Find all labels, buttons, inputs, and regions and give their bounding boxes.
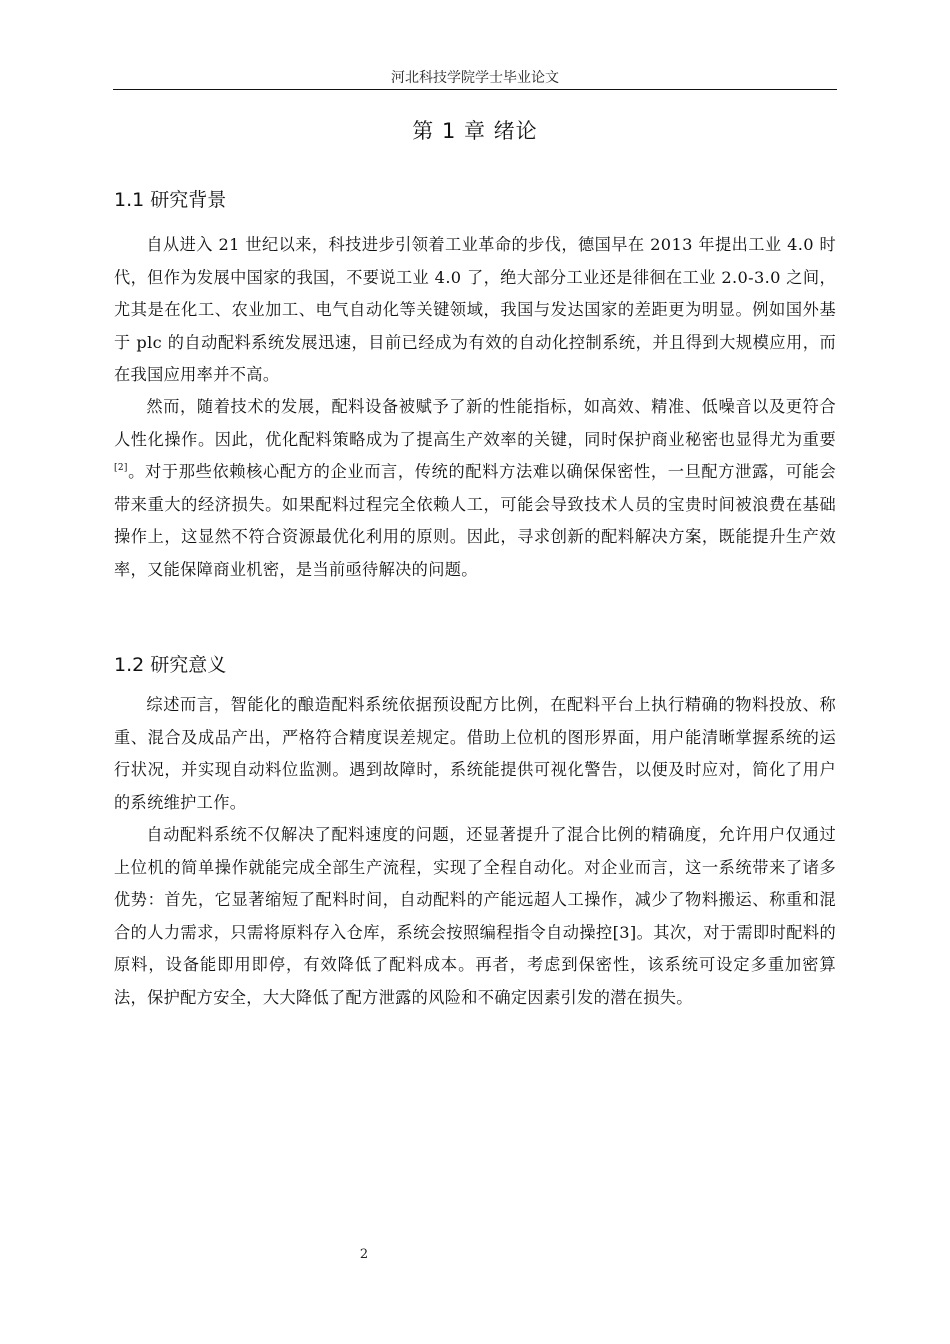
paragraph-significance-1: 综述而言，智能化的酿造配料系统依据预设配方比例，在配料平台上执行精确的物料投放、称重、混合及成品产出，严格符合精度误差规定。借助上位机的图形界面，用户能清晰掌握系统的运行状况，并实现自动料位监测。遇到故障时，系统能提供可视化警告，以便及时应对，简化了用户的系统维护工作。: [114, 695, 836, 812]
section-heading-research-background: 1.1 研究背景: [114, 189, 227, 211]
paragraph-text-after-citation: 。对于那些依赖核心配方的企业而言，传统的配料方法难以确保保密性，一旦配方泄露，可能会带来重大的经济损失。如果配料过程完全依赖人工，可能会导致技术人员的宝贵时间被浪费在基础操作上，这显然不符合资源最优化利用的原则。因此，寻求创新的配料解决方案，既能提升生产效率，又能保障商业机密，是当前亟待解决的问题。: [114, 462, 836, 579]
chapter-title: 第 1 章 绪论: [412, 119, 538, 143]
paragraph-background-2: [114, 391, 836, 587]
paragraph-background-1: 自从进入 21 世纪以来，科技进步引领着工业革命的步伐，德国早在 2013 年提出工业 4.0 时代，但作为发展中国家的我国，不要说工业 4.0 了，绝大部分工业还是徘徊在工业 2.0-3.0 之间，尤其是在化工、农业加工、电气自动化等关键领域，我国与发达国家的差距更为明显。例如国外基于 plc 的自动配料系统发展迅速，目前已经成为有效的自动化控制系统，并且得到大规模应用，而在我国应用率并不高。: [114, 235, 836, 385]
paragraph-significance-2: 自动配料系统不仅解决了配料速度的问题，还显著提升了混合比例的精确度，允许用户仅通过上位机的简单操作就能完成全部生产流程，实现了全程自动化。对企业而言，这一系统带来了诸多优势：首先，它显著缩短了配料时间，自动配料的产能远超人工操作，减少了物料搬运、称重和混合的人力需求，只需将原料存入仓库，系统会按照编程指令自动操控[3]。其次，对于需即时配料的原料，设备能即用即停，有效降低了配料成本。再者，考虑到保密性，该系统可设定多重加密算法，保护配方安全，大大降低了配方泄露的风险和不确定因素引发的潜在损失。: [114, 825, 836, 1007]
running-header: 河北科技学院学士毕业论文: [391, 70, 559, 86]
section-heading-research-significance: 1.2 研究意义: [114, 654, 227, 676]
paragraph-text-before-citation: 然而，随着技术的发展，配料设备被赋予了新的性能指标，如高效、精准、低噪音以及更符合人性化操作。因此，优化配料策略成为了提高生产效率的关键，同时保护商业秘密也显得尤为重要: [114, 397, 836, 449]
page-number: 2: [359, 1247, 369, 1262]
header-rule: [113, 89, 837, 90]
citation-marker: [2]: [114, 463, 128, 474]
